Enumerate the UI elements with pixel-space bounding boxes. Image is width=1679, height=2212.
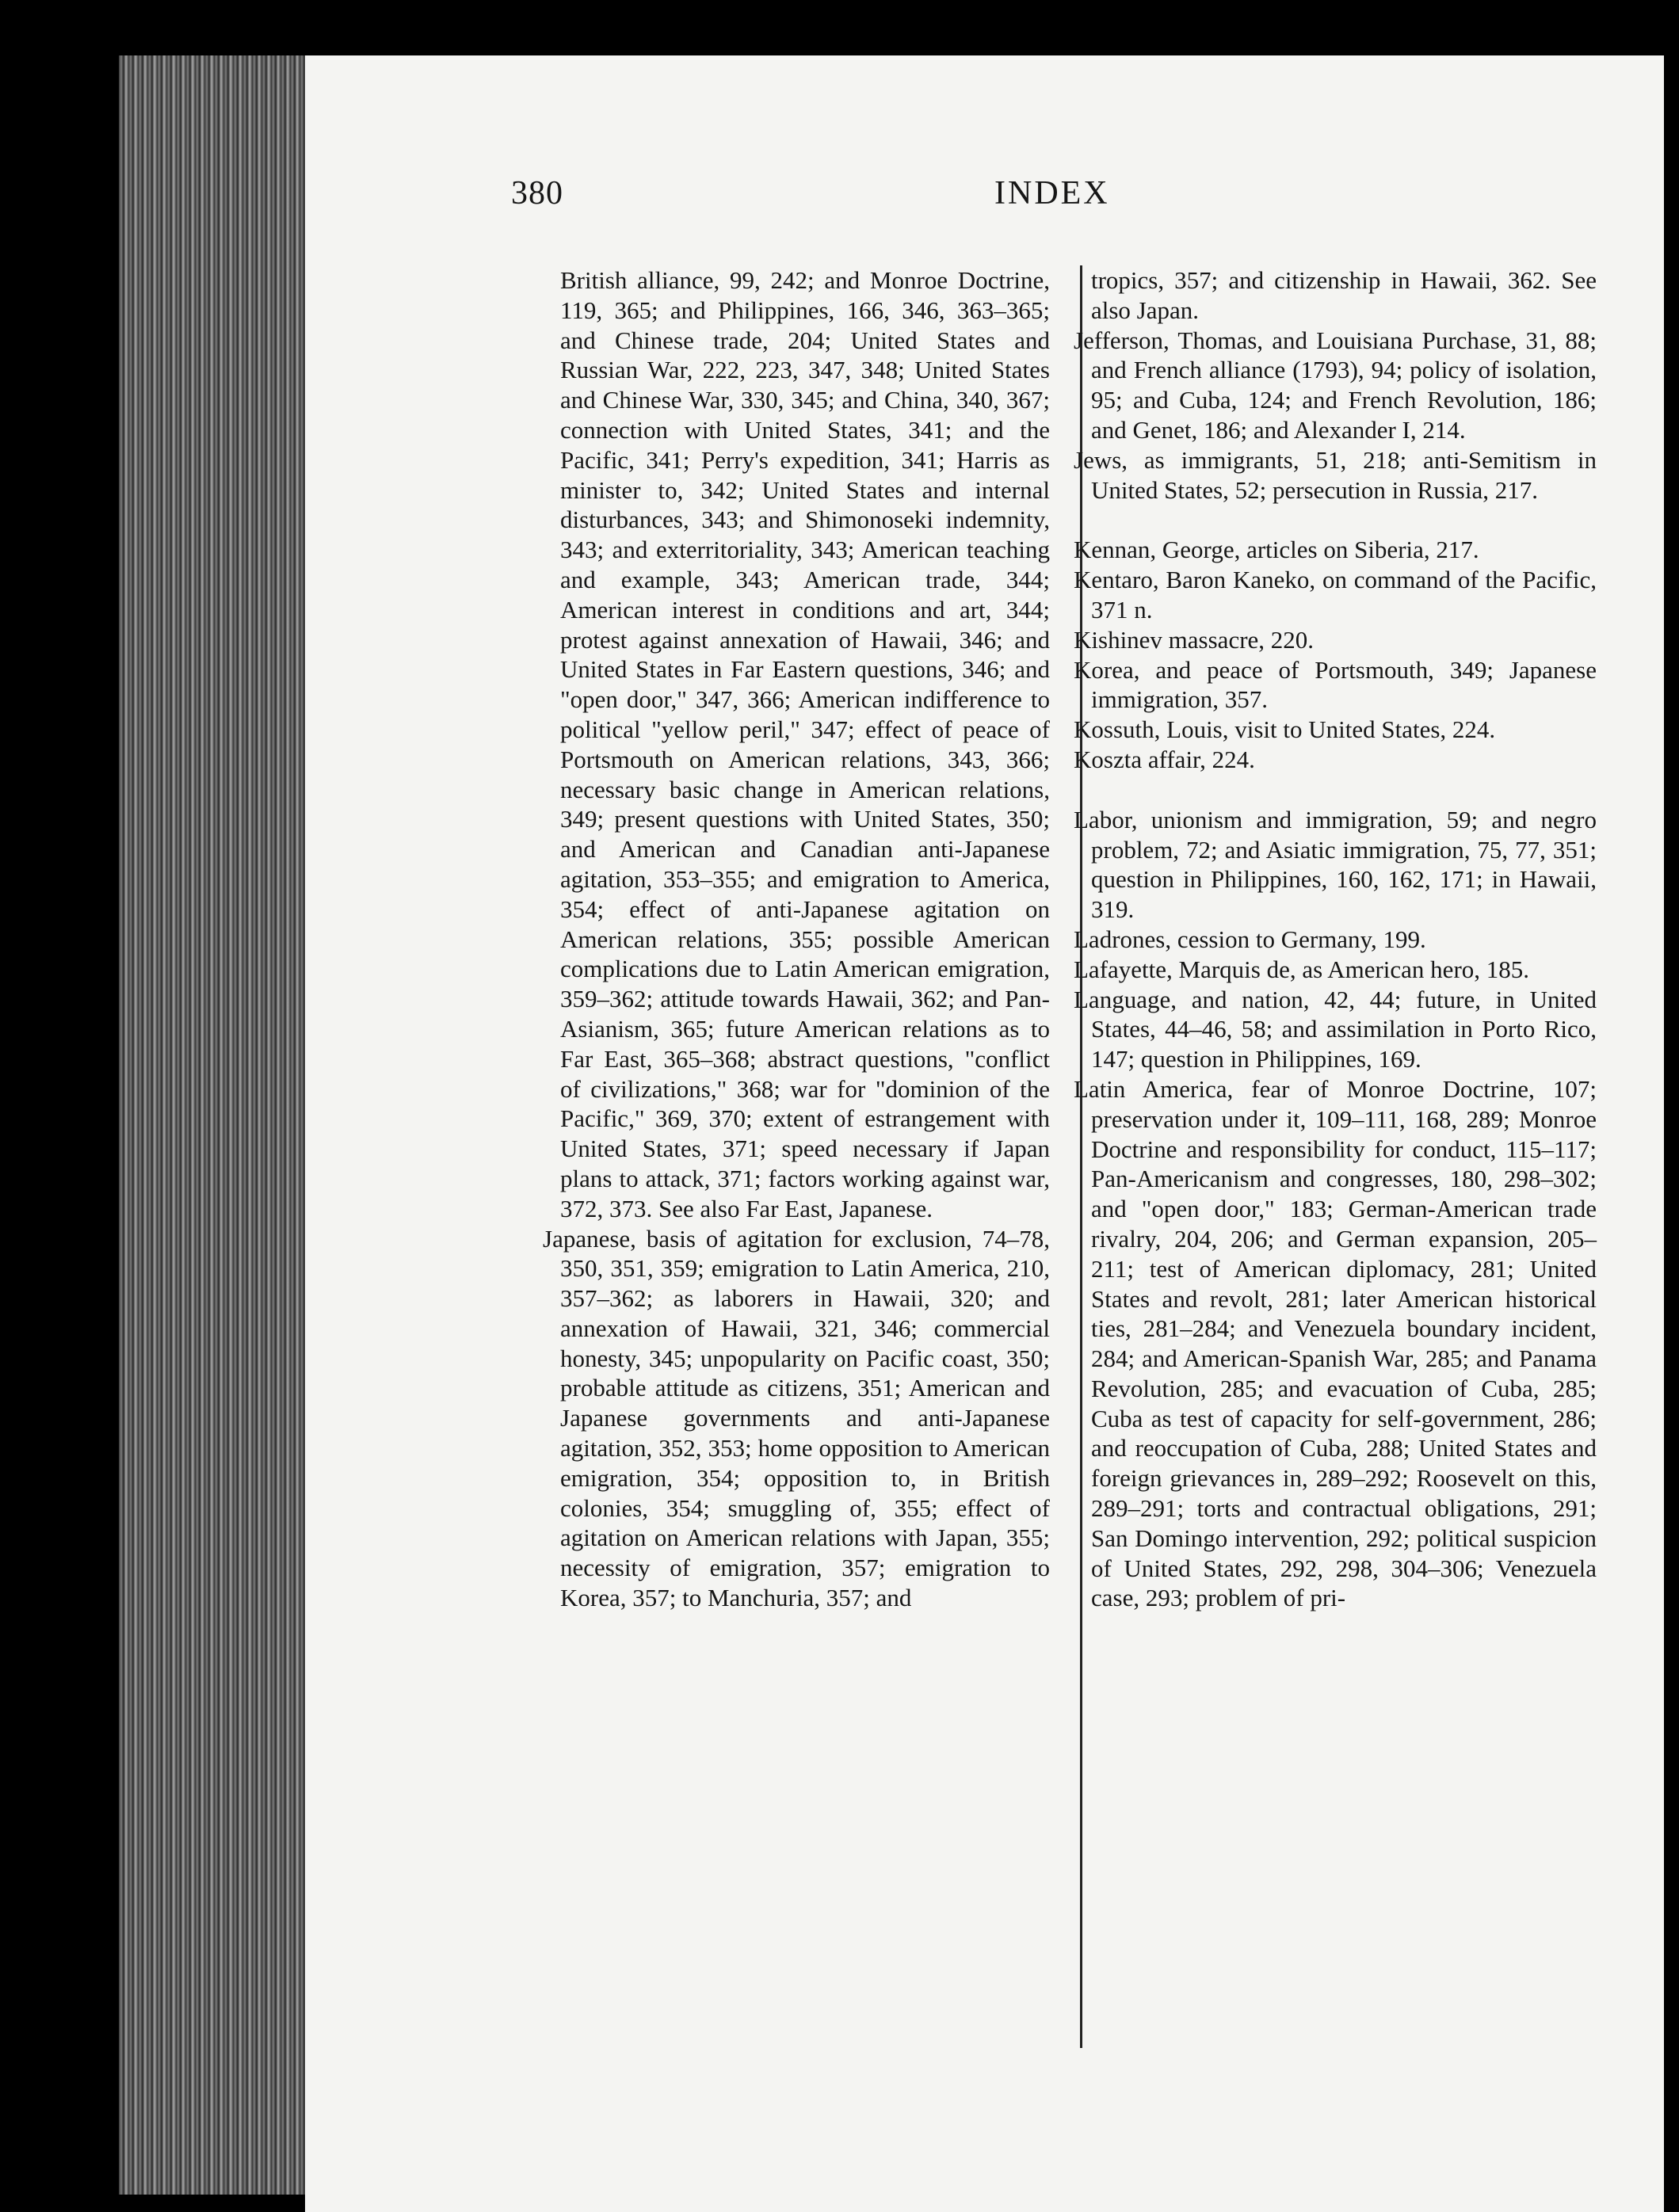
index-entry: Jews, as immigrants, 51, 218; anti-Semitism in United States, 52; persecution in Russia, 217. [1074,445,1597,504]
index-entry: Language, and nation, 42, 44; future, in United States, 44–46, 58; and assimilation in Porto Rico, 147; question in Philippines, 169. [1074,985,1597,1074]
index-entry: Koszta affair, 224. [1074,745,1255,773]
index-page [305,55,1664,2212]
index-entry: Lafayette, Marquis de, as American hero, 185. [1074,955,1530,983]
page-number: 380 [511,175,563,212]
index-entry: Ladrones, cession to Germany, 199. [1074,925,1426,953]
index-entry: Japanese, basis of agitation for exclusion, 74–78, 350, 351, 359; emigration to Latin America, 210, 357–362; as laborers in Hawaii, 320; and annexation of Hawaii, 321, 346; commercial honesty, 345; unpopularity on Pacific coast, 350; probable attitude as citizens, 351; American and Japanese governments and anti-Japanese agitation, 352, 353; home opposition to American emigration, 354; opposition to, in British colonies, 354; smuggling of, 355; effect of agitation on American relations with Japan, 355; necessity of emigration, 357; emigration to Korea, 357; to Manchuria, 357; and [543,1224,1050,1612]
index-entry: Jefferson, Thomas, and Louisiana Purchase, 31, 88; and French alliance (1793), 94; policy of isolation, 95; and Cuba, 124; and French Revolution, 186; and Genet, 186; and Alexander I, 214. [1074,326,1597,444]
index-entry: Kishinev massacre, 220. [1074,625,1315,654]
right-column [1074,265,1597,1613]
index-entry: Kossuth, Louis, visit to United States, 224. [1074,715,1496,744]
running-head: INDEX [994,175,1110,212]
index-entry: Korea, and peace of Portsmouth, 349; Japanese immigration, 357. [1074,655,1597,714]
index-entry: Labor, unionism and immigration, 59; and negro problem, 72; and Asiatic immigration, 75, 77, 351; question in Philippines, 160, 162, 171; in Hawaii, 319. [1074,805,1597,924]
index-entry-continuation: British alliance, 99, 242; and Monroe Doctrine, 119, 365; and Philippines, 166, 346, 363–365; and Chinese trade, 204; United States and Russian War, 222, 223, 347, 348; United States and Chinese War, 330, 345; and China, 340, 367; connection with United States, 341; and the Pacific, 341; Perry's expedition, 341; Harris as minister to, 342; United States and internal disturbances, 343; and Shimonoseki indemnity, 343; and exterritoriality, 343; American teaching and example, 343; American trade, 344; American interest in conditions and art, 344; protest against annexation of Hawaii, 346; and United States in Far Eastern questions, 346; and "open door," 347, 366; American indifference to political "yellow peril," 347; effect of peace of Portsmouth on American relations, 343, 366; necessary basic change in American relations, 349; present questions with United States, 350; and American and Canadian anti-Japanese agitation, 353–355; and emigration to America, 354; effect of anti-Japanese agitation on American relations, 355; possible American complications due to Latin American emigration, 359–362; attitude towards Hawaii, 362; and Pan-Asianism, 365; future American relations as to Far East, 365–368; abstract questions, "conflict of civilizations," 368; war for "dominion of the Pacific," 369, 370; extent of estrangement with United States, 371; speed necessary if Japan plans to attack, 371; factors working against war, 372, 373. See also Far East, Japanese. [560,266,1050,1222]
index-entry: Kennan, George, articles on Siberia, 217. [1074,536,1479,564]
index-entry: Kentaro, Baron Kaneko, on command of the Pacific, 371 n. [1074,566,1597,624]
index-entry: Latin America, fear of Monroe Doctrine, 107; preservation under it, 109–111, 168, 289; Monroe Doctrine and responsibility for conduct, 115–117; Pan-Americanism and congresses, 180, 298–302; and "open door," 183; German-American trade rivalry, 204, 206; and German expansion, 205–211; test of American diplomacy, 281; United States and revolt, 281; later American historical ties, 281–284; and Venezuela boundary incident, 284; and American-Spanish War, 285; and Panama Revolution, 285; and evacuation of Cuba, 285; Cuba as test of capacity for self-government, 286; and reoccupation of Cuba, 288; United States and foreign grievances in, 289–292; Roosevelt on this, 289–291; torts and contractual obligations, 291; San Domingo intervention, 292; political suspicion of United States, 292, 298, 304–306; Venezuela case, 293; problem of pri- [1074,1074,1597,1612]
book-spine-edge [119,55,309,2195]
left-column [543,265,1050,1613]
index-entry-continuation: tropics, 357; and citizenship in Hawaii, 362. See also Japan. [1091,266,1597,324]
